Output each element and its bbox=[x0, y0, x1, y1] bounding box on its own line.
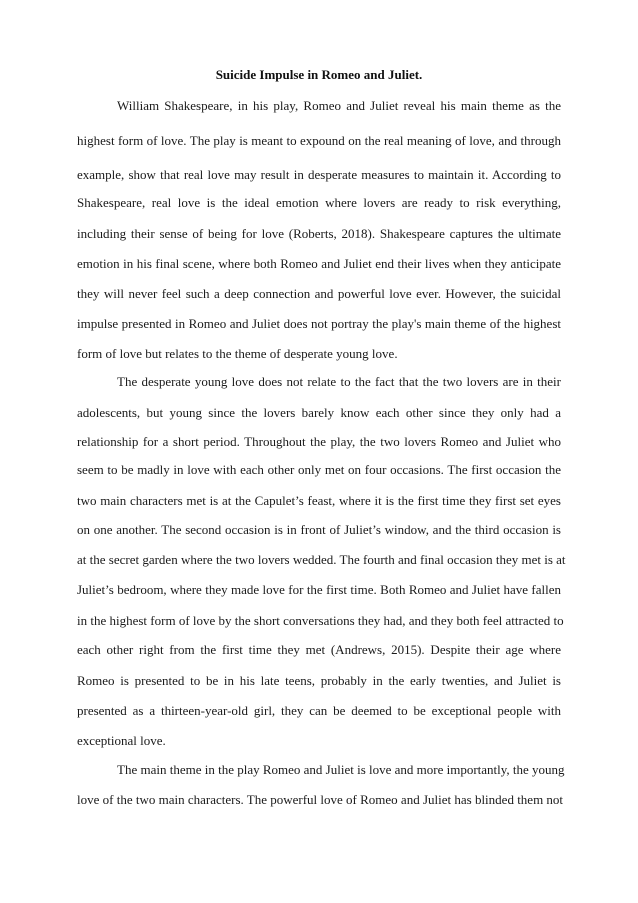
paragraph-2-line-7: at the secret garden where the two lovers wedded. The fourth and final occasion they met is at bbox=[77, 552, 566, 567]
paragraph-2-line-13: exceptional love. bbox=[77, 733, 166, 748]
paragraph-1-line-9: form of love but relates to the theme of desperate young love. bbox=[77, 346, 398, 361]
paragraph-1-line-4: Shakespeare, real love is the ideal emotion where lovers are ready to risk everything, bbox=[77, 195, 561, 210]
paragraph-2-line-9: in the highest form of love by the short conversations they had, and they both feel attracted to bbox=[77, 613, 564, 628]
paragraph-1-line-8: impulse presented in Romeo and Juliet does not portray the play's main theme of the highest bbox=[77, 316, 561, 331]
paragraph-1-line-3: example, show that real love may result in desperate measures to maintain it. According to bbox=[77, 167, 561, 182]
paragraph-2-line-8: Juliet’s bedroom, where they made love for the first time. Both Romeo and Juliet have fallen bbox=[77, 582, 561, 597]
paragraph-2-line-5: two main characters met is at the Capulet’s feast, where it is the first time they first set eyes bbox=[77, 493, 561, 508]
paragraph-2-line-12: presented as a thirteen-year-old girl, they can be deemed to be exceptional people with bbox=[77, 703, 561, 718]
paragraph-2-line-6: on one another. The second occasion is in front of Juliet’s window, and the third occasion is bbox=[77, 522, 561, 537]
paragraph-3-line-2: love of the two main characters. The powerful love of Romeo and Juliet has blinded them not bbox=[77, 792, 564, 807]
document-title: Suicide Impulse in Romeo and Juliet. bbox=[215, 67, 423, 82]
paragraph-1-line-6: emotion in his final scene, where both Romeo and Juliet end their lives when they anticipate bbox=[77, 256, 561, 271]
paragraph-3-line-1: The main theme in the play Romeo and Juliet is love and more importantly, the young bbox=[117, 762, 565, 777]
paragraph-1-line-2: highest form of love. The play is meant to expound on the real meaning of love, and through bbox=[77, 133, 561, 148]
paragraph-2-line-1: The desperate young love does not relate to the fact that the two lovers are in their bbox=[117, 374, 561, 389]
paragraph-2-line-3: relationship for a short period. Throughout the play, the two lovers Romeo and Juliet who bbox=[77, 434, 561, 449]
paragraph-1-line-1: William Shakespeare, in his play, Romeo and Juliet reveal his main theme as the bbox=[117, 98, 561, 113]
paragraph-2-line-11: Romeo is presented to be in his late teens, probably in the early twenties, and Juliet is bbox=[77, 673, 561, 688]
paragraph-2-line-2: adolescents, but young since the lovers barely know each other since they only had a bbox=[77, 405, 561, 420]
paragraph-1-line-5: including their sense of being for love (Roberts, 2018). Shakespeare captures the ultimate bbox=[77, 226, 561, 241]
paragraph-1-line-7: they will never feel such a deep connection and powerful love ever. However, the suicidal bbox=[77, 286, 561, 301]
paragraph-2-line-4: seem to be madly in love with each other only met on four occasions. The first occasion the bbox=[77, 462, 561, 477]
paragraph-2-line-10: each other right from the first time they met (Andrews, 2015). Despite their age where bbox=[77, 642, 561, 657]
